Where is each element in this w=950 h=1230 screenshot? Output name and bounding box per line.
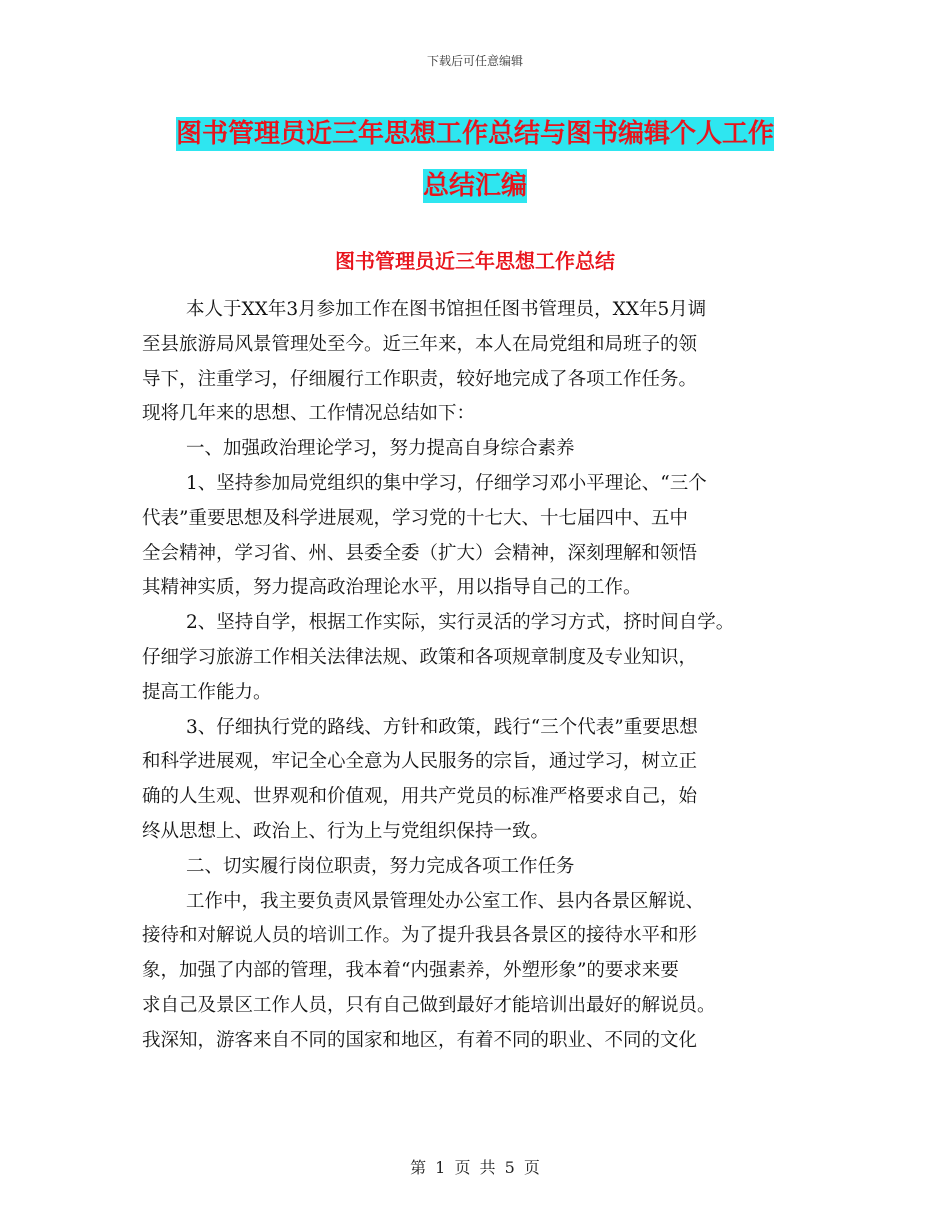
text-line: 象，加强了内部的管理，我本着“内强素养，外塑形象”的要求来要: [142, 960, 679, 982]
heading-line: 一、加强政治理论学习，努力提高自身综合素养: [186, 438, 575, 460]
text-line: 全会精神，学习省、州、县委全委（扩大）会精神，深刻理解和领悟: [142, 542, 698, 564]
text-line: 确的人生观、世界观和价值观，用共产党员的标准严格要求自己，始: [142, 786, 698, 808]
text-line: 求自己及景区工作人员，只有自己做到最好才能培训出最好的解说员。: [142, 994, 716, 1016]
header-note: 下载后可任意编辑: [426, 54, 523, 68]
text-line: 至县旅游局风景管理处至今。近三年来，本人在局党组和局班子的领: [142, 333, 698, 355]
text-line: 仔细学习旅游工作相关法律法规、政策和各项规章制度及专业知识，: [142, 646, 698, 668]
body-text: [142, 293, 822, 1059]
text-line: 3、仔细执行党的路线、方针和政策，践行“三个代表”重要思想: [186, 716, 698, 738]
text-line: 1、坚持参加局党组织的集中学习，仔细学习邓小平理论、“三个: [186, 472, 707, 494]
document-title: [120, 108, 830, 212]
text-line: 提高工作能力。: [142, 681, 272, 703]
section-title: 图书管理员近三年思想工作总结: [335, 249, 615, 273]
text-line: 我深知，游客来自不同的国家和地区，有着不同的职业、不同的文化: [142, 1029, 698, 1051]
title-line-1: 图书管理员近三年思想工作总结与图书编辑个人工作: [175, 119, 774, 149]
heading-line: 二、切实履行岗位职责，努力完成各项工作任务: [186, 855, 575, 877]
page-footer: 第 1 页 共 5 页: [410, 1158, 540, 1177]
text-line: 导下，注重学习，仔细履行工作职责，较好地完成了各项工作任务。: [142, 368, 698, 390]
text-line: 和科学进展观，牢记全心全意为人民服务的宗旨，通过学习，树立正: [142, 751, 698, 773]
text-line: 其精神实质，努力提高政治理论水平，用以指导自己的工作。: [142, 577, 642, 599]
text-line: 2、坚持自学，根据工作实际，实行灵活的学习方式，挤时间自学。: [186, 612, 735, 634]
text-line: 接待和对解说人员的培训工作。为了提升我县各景区的接待水平和形: [142, 925, 698, 947]
text-line: 现将几年来的思想、工作情况总结如下：: [142, 403, 476, 425]
text-line: 工作中，我主要负责风景管理处办公室工作、县内各景区解说、: [186, 890, 705, 912]
text-line: 本人于XX年3月参加工作在图书馆担任图书管理员，XX年5月调: [186, 299, 707, 320]
title-line-2: 总结汇编: [422, 171, 527, 201]
text-line: 代表”重要思想及科学进展观，学习党的十七大、十七届四中、五中: [142, 507, 688, 529]
text-line: 终从思想上、政治上、行为上与党组织保持一致。: [142, 820, 550, 842]
